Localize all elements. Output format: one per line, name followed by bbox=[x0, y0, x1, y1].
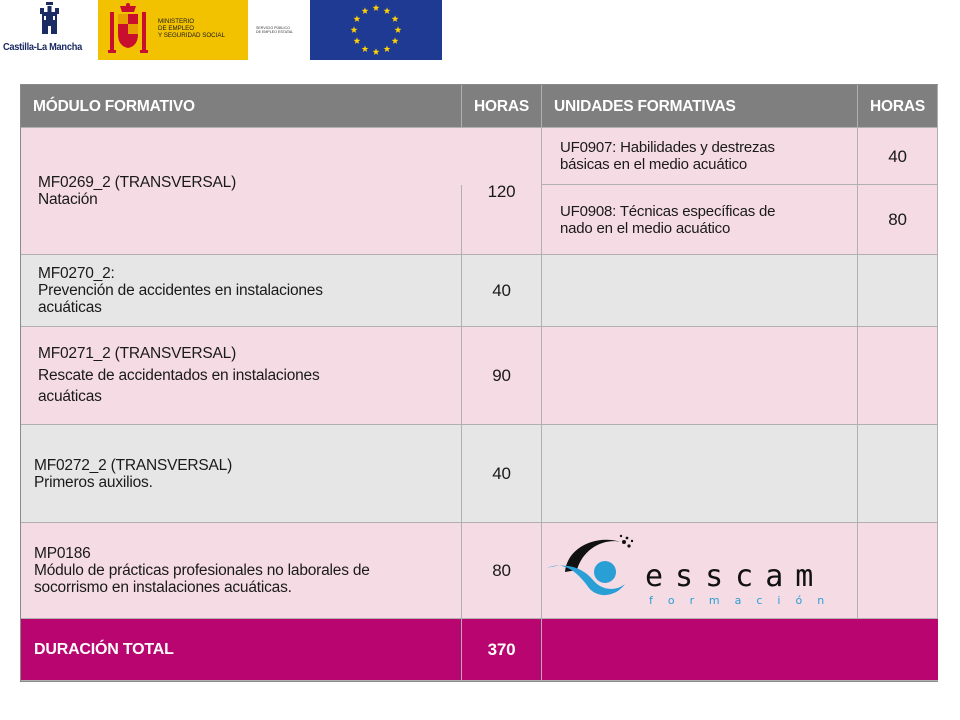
sepe-text: SERVICIO PÚBLICO DE EMPLEO ESTATAL bbox=[256, 26, 294, 35]
eu-star-icon bbox=[373, 4, 380, 11]
header-unidades-label: UNIDADES FORMATIVAS bbox=[554, 97, 736, 115]
module-hours: 40 bbox=[492, 281, 511, 300]
eu-star-icon bbox=[362, 7, 369, 14]
unit-hours-uf0908 bbox=[858, 185, 938, 255]
total-empty-cell bbox=[542, 619, 938, 681]
unit-hours: 80 bbox=[888, 210, 907, 229]
module-hours: 40 bbox=[492, 464, 511, 483]
module-hours-mf0269 bbox=[462, 128, 542, 255]
eu-star-icon bbox=[373, 48, 380, 55]
unit-hours-empty bbox=[858, 327, 938, 425]
eu-star-icon bbox=[362, 45, 369, 52]
eu-flag bbox=[310, 0, 442, 60]
castilla-la-mancha-logo bbox=[0, 0, 98, 60]
module-title: Módulo de prácticas profesionales no laborales de socorrismo en instalaciones acuáticas. bbox=[34, 562, 370, 596]
total-label: DURACIÓN TOTAL bbox=[34, 641, 174, 658]
header-horas-modulo bbox=[462, 85, 542, 128]
unit-hours: 40 bbox=[888, 146, 907, 166]
logo-strip bbox=[0, 0, 442, 60]
module-title: Primeros auxilios. bbox=[34, 473, 153, 491]
eu-stars-icon bbox=[310, 0, 442, 60]
module-row-mf0269 bbox=[21, 128, 462, 255]
module-row-mf0271 bbox=[21, 327, 462, 425]
header-horas-unidad-label: HORAS bbox=[870, 97, 925, 115]
unit-cell-empty bbox=[542, 425, 858, 523]
module-hours-mf0271 bbox=[462, 327, 542, 425]
eu-star-icon bbox=[392, 15, 399, 22]
module-hours-mf0272 bbox=[462, 425, 542, 523]
unit-hours-uf0907 bbox=[858, 128, 938, 185]
ministry-logo bbox=[98, 0, 248, 60]
unit-text: UF0907: Habilidades y destrezas básicas en el medio acuático bbox=[560, 139, 775, 173]
spain-coat-of-arms-icon bbox=[98, 0, 158, 60]
eu-star-icon bbox=[384, 7, 391, 14]
module-title: Natación bbox=[38, 191, 98, 208]
module-title: Rescate de accidentados en instalaciones acuáticas bbox=[38, 366, 320, 405]
module-code: MF0271_2 (TRANSVERSAL) bbox=[38, 344, 237, 362]
module-hours: 90 bbox=[492, 366, 511, 385]
sepe-logo bbox=[248, 0, 310, 60]
module-code: MF0272_2 (TRANSVERSAL) bbox=[34, 456, 233, 474]
module-code: MP0186 bbox=[34, 545, 91, 562]
castilla-la-mancha-text: Castilla-La Mancha bbox=[3, 41, 82, 53]
module-title: Prevención de accidentes en instalaciones acuáticas bbox=[38, 282, 323, 316]
esscam-logo bbox=[545, 530, 845, 610]
esscam-swimmer-icon bbox=[545, 530, 845, 610]
unit-hours-empty bbox=[858, 425, 938, 523]
unit-text: UF0908: Técnicas específicas de nado en el medio acuático bbox=[560, 202, 776, 237]
esscam-tagline: formación bbox=[649, 594, 840, 607]
ministry-text: MINISTERIO DE EMPLEO Y SEGURIDAD SOCIAL bbox=[158, 18, 225, 40]
eu-star-icon bbox=[384, 45, 391, 52]
module-row-mp0186 bbox=[21, 523, 462, 619]
unit-hours-empty bbox=[858, 523, 938, 619]
total-hours-cell bbox=[462, 619, 542, 681]
module-hours: 80 bbox=[492, 561, 511, 580]
eu-star-icon bbox=[395, 26, 402, 33]
module-row-mf0270 bbox=[21, 255, 462, 327]
unit-row-uf0907 bbox=[542, 128, 858, 185]
module-code: MF0269_2 (TRANSVERSAL) bbox=[38, 174, 237, 191]
header-horas-unidad bbox=[858, 85, 938, 128]
unit-cell-empty bbox=[542, 255, 858, 327]
eu-star-icon bbox=[351, 26, 358, 33]
eu-star-icon bbox=[354, 15, 361, 22]
total-hours: 370 bbox=[487, 640, 516, 659]
eu-star-icon bbox=[354, 37, 361, 44]
castle-icon bbox=[0, 0, 98, 40]
module-hours-mf0270 bbox=[462, 255, 542, 327]
module-code: MF0270_2: bbox=[38, 265, 115, 282]
header-unidades-formativas bbox=[542, 85, 858, 128]
header-horas-label: HORAS bbox=[474, 97, 529, 115]
total-label-cell bbox=[21, 619, 462, 681]
header-modulo-formativo bbox=[21, 85, 462, 128]
module-hours-mp0186 bbox=[462, 523, 542, 619]
unit-hours-empty bbox=[858, 255, 938, 327]
header-modulo-label: MÓDULO FORMATIVO bbox=[33, 97, 195, 115]
module-row-mf0272 bbox=[21, 425, 462, 523]
unit-row-uf0908 bbox=[542, 185, 858, 255]
module-hours: 120 bbox=[487, 181, 516, 201]
eu-star-icon bbox=[392, 37, 399, 44]
esscam-wordmark: esscam bbox=[645, 559, 826, 594]
unit-cell-empty bbox=[542, 327, 858, 425]
